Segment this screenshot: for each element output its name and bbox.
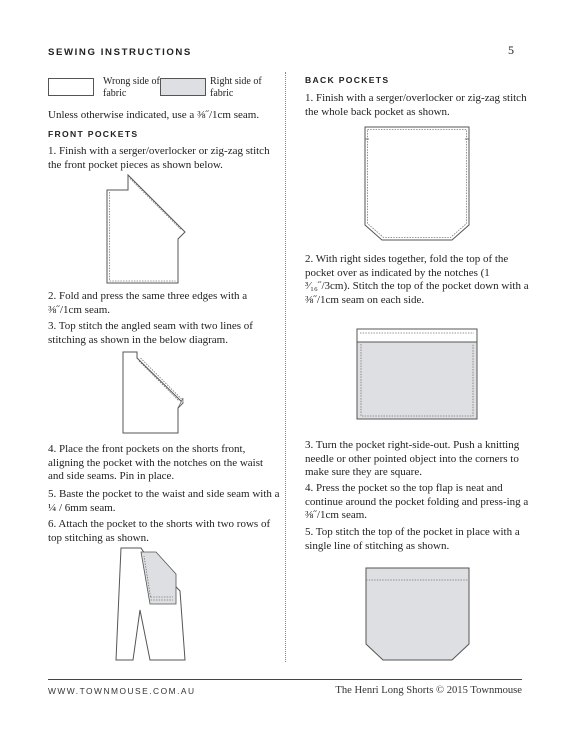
back-step-3: 3. Turn the pocket right-side-out. Push a knitting needle or other pointed object into the corners to make sure they are square. (305, 439, 520, 479)
front-step-4: 4. Place the front pockets on the shorts front, aligning the pocket with the notches on the waist and side seams. Pin in place. (48, 443, 264, 483)
front-step-1: 1. Finish with a serger/overlocker or zig-zag stitch the front pocket pieces as shown below. (48, 145, 270, 171)
footer-rule (48, 679, 522, 680)
front-step-3: 3. Top stitch the angled seam with two lines of stitching as shown in the below diagram. (48, 320, 253, 346)
front-step-2: 2. Fold and press the same three edges with a ⅜˝/1cm seam. (48, 290, 248, 316)
page-number: 5 (508, 43, 514, 57)
page-title: SEWING INSTRUCTIONS (48, 47, 192, 58)
footer-url[interactable]: WWW.TOWNMOUSE.COM.AU (48, 686, 196, 696)
front-step-5: 5. Baste the pocket to the waist and side seam with a ¼ / 6mm seam. (48, 488, 280, 514)
back-step-1: 1. Finish with a serger/overlocker or zig-zag stitch the whole back pocket as shown. (305, 92, 527, 118)
back-step-4: 4. Press the pocket so the top flap is neat and continue around the pocket folding and press-ing a ⅜˝/1cm seam. (305, 482, 529, 522)
front-step-6: 6. Attach the pocket to the shorts with two rows of top stitching as shown. (48, 518, 271, 544)
back-step-2: 2. With right sides together, fold the top of the pocket over as indicated by the notches (1 ³⁄₁₆˝/3cm). Stitch the top of the pocket down with a ⅜˝/1cm seam on each side. (305, 253, 529, 306)
back-step-5: 5. Top stitch the top of the pocket in place with a single line of stitching as shown. (305, 526, 520, 552)
footer-copyright: The Henri Long Shorts © 2015 Townmouse (335, 685, 522, 696)
seam-note: Unless otherwise indicated, use a ⅜˝/1cm seam. (48, 109, 260, 121)
front-pockets-heading: FRONT POCKETS (48, 129, 139, 139)
right-side-label: Right side of fabric (210, 76, 262, 99)
back-pockets-heading: BACK POCKETS (305, 75, 390, 85)
wrong-side-label: Wrong side of fabric (103, 76, 160, 99)
